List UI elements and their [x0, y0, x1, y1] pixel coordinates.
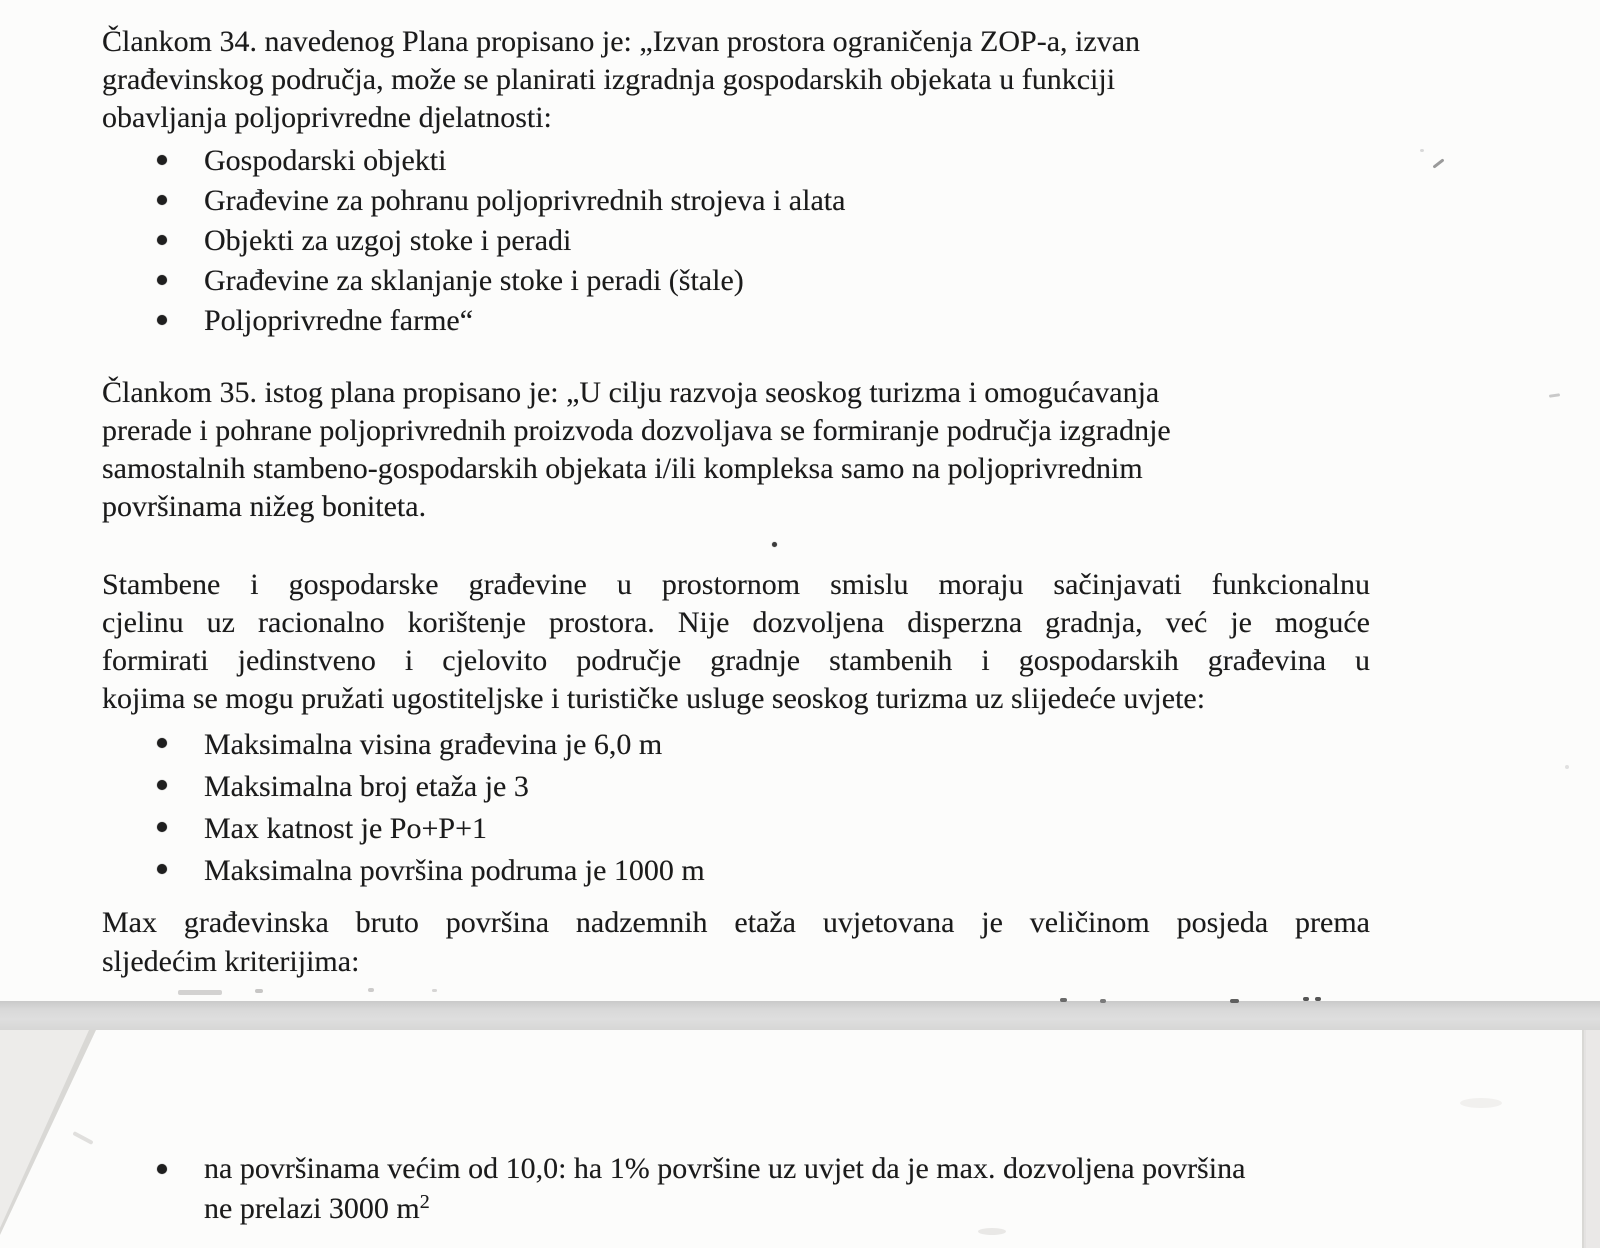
- text-line: Člankom 35. istog plana propisano je: „U cilju razvoja seoskog turizma i omogućavanja: [102, 376, 1160, 409]
- list-item-text: Gospodarski objekti: [204, 144, 447, 177]
- text-line: [204, 1189, 1245, 1229]
- text-line: građevinskog područja, može se planirati izgradnja gospodarskih objekata u funkciji: [102, 63, 1116, 96]
- text-line: prerade i pohrane poljoprivrednih proizvoda dozvoljava se formiranje područja izgradnje: [102, 414, 1171, 447]
- list-item: [102, 724, 1522, 766]
- list-item: [102, 808, 1522, 850]
- scan-artifact-dot: [772, 542, 777, 547]
- text-line: Max građevinska bruto površina nadzemnih etaža uvjetovana je veličinom posjeda prema: [102, 906, 1370, 939]
- scan-artifact-smudge: [978, 1228, 1006, 1235]
- bullet-icon: [157, 275, 167, 285]
- bullet-icon: [157, 315, 167, 325]
- bullet-icon: [157, 780, 167, 790]
- text-line: na površinama većim od 10,0: ha 1% površine uz uvjet da je max. dozvoljena površina: [204, 1152, 1246, 1185]
- list-item-text: Objekti za uzgoj stoke i peradi: [204, 224, 572, 257]
- list-item: [102, 850, 1522, 892]
- bullet-icon: [157, 822, 167, 832]
- paragraph-clanak-35: [102, 374, 1370, 526]
- scan-seam-band: [0, 1001, 1600, 1030]
- scan-artifact-cut-text: [255, 989, 263, 993]
- scan-artifact-cut-text: [1230, 999, 1239, 1003]
- scan-artifact-cut-text: [1100, 999, 1106, 1003]
- list-item: [102, 301, 1522, 341]
- text-line: Stambene i gospodarske građevine u prostornom smislu moraju sačinjavati funkcionalnu: [102, 568, 1370, 601]
- text-line: formirati jedinstveno i cjelovito područje gradnje stambenih i gospodarskih građevina u: [102, 644, 1370, 677]
- scan-artifact-cut-text: [178, 990, 222, 995]
- list-item: [102, 221, 1522, 261]
- bullet-icon: [157, 738, 167, 748]
- bullet-icon: [157, 1164, 167, 1174]
- list-item-text: Maksimalna visina građevina je 6,0 m: [204, 728, 663, 761]
- text-line: kojima se mogu pružati ugostiteljske i turističke usluge seoskog turizma uz slijedeće uvjete:: [102, 682, 1206, 715]
- bullet-icon: [157, 864, 167, 874]
- scan-artifact-cut-text: [1060, 998, 1067, 1002]
- list-item: [102, 261, 1522, 301]
- list-item-text: Maksimalna površina podruma je 1000 m: [204, 854, 705, 887]
- text-line: samostalnih stambeno-gospodarskih objekata i/ili kompleksa samo na poljoprivrednim: [102, 452, 1143, 485]
- bullet-list-uvjeti-gradnje: [102, 724, 1522, 892]
- scan-artifact-dash: [1549, 393, 1560, 398]
- scan-artifact-cut-text: [1303, 997, 1309, 1001]
- text-line: cjelinu uz racionalno korištenje prostora. Nije dozvoljena disperzna gradnja, već je moguće: [102, 606, 1370, 639]
- paragraph-stambene-gradevine: [102, 566, 1370, 718]
- list-item-text: Maksimalna broj etaža je 3: [204, 770, 529, 803]
- scan-artifact-cut-text: [432, 989, 437, 992]
- bullet-list-gospodarski-objekti: [102, 141, 1522, 341]
- scan-artifact-speck: [1565, 765, 1569, 769]
- bullet-item-povrsine-vece-10ha: [102, 1149, 1562, 1229]
- paragraph-max-bruto-povrsina: [102, 903, 1370, 981]
- text-line: površinama nižeg boniteta.: [102, 490, 427, 523]
- bullet-icon: [157, 155, 167, 165]
- list-item-text: Građevine za pohranu poljoprivrednih strojeva i alata: [204, 184, 846, 217]
- list-item-text: Građevine za sklanjanje stoke i peradi (štale): [204, 264, 744, 297]
- list-item: [102, 766, 1522, 808]
- scan-artifact-smudge: [1460, 1098, 1502, 1108]
- list-item: [102, 181, 1522, 221]
- right-edge-shade: [1584, 1030, 1600, 1248]
- scan-artifact-speck: [1420, 149, 1424, 152]
- list-item-text: Poljoprivredne farme“: [204, 304, 474, 337]
- bullet-icon: [157, 235, 167, 245]
- text-line: obavljanja poljoprivredne djelatnosti:: [102, 101, 552, 134]
- bullet-icon: [157, 195, 167, 205]
- paragraph-clanak-34: [102, 23, 1370, 137]
- superscript-2: 2: [419, 1191, 430, 1213]
- text-segment: ne prelazi 3000 m: [204, 1192, 420, 1225]
- list-item-text: Max katnost je Po+P+1: [204, 812, 488, 845]
- text-line: Člankom 34. navedenog Plana propisano je: „Izvan prostora ograničenja ZOP-a, izvan: [102, 25, 1141, 58]
- list-item: [102, 141, 1522, 181]
- scan-artifact-cut-text: [1315, 997, 1321, 1001]
- scan-artifact-cut-text: [368, 988, 374, 992]
- text-line: sljedećim kriterijima:: [102, 945, 360, 978]
